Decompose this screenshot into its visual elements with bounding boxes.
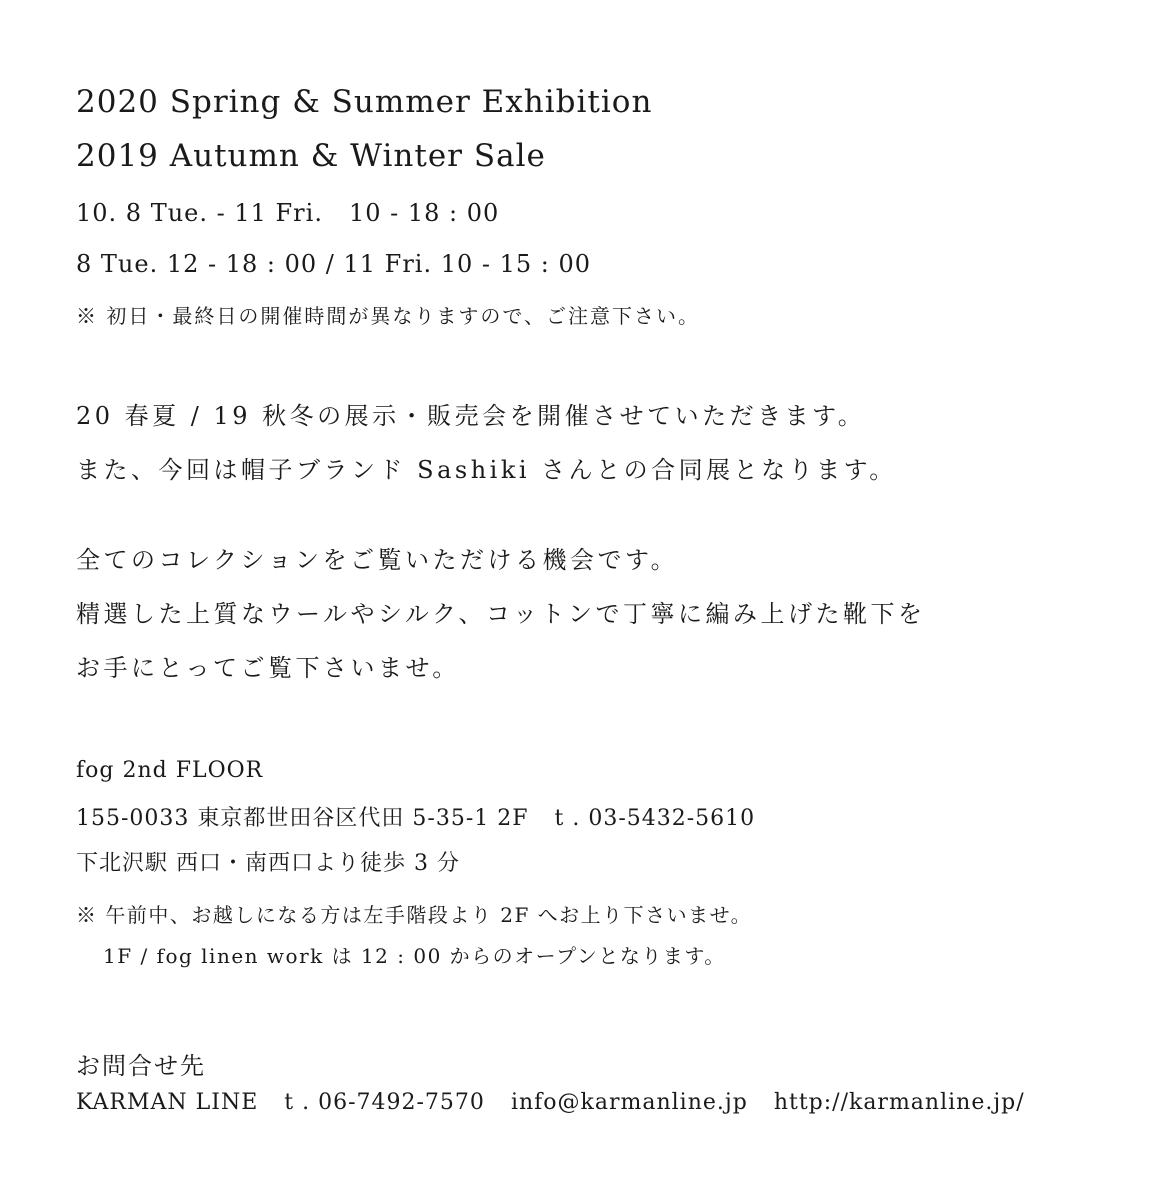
venue-access: 下北沢駅 西口・南西口より徒歩 3 分 [76,851,460,876]
venue-note-2: 1F / fog linen work は 12 : 00 からのオープンとなります。 [103,944,726,968]
schedule-special-hours: 8 Tue. 12 - 18 : 00 / 11 Fri. 10 - 15 : 00 [76,250,592,278]
venue-tel: t . 03-5432-5610 [554,806,756,831]
contact-email[interactable]: info@karmanline.jp [510,1090,748,1115]
description-line-2: 精選した上質なウールやシルク、コットンで丁寧に編み上げた靴下を [76,600,926,628]
venue-address: 155-0033 東京都世田谷区代田 5-35-1 2F [76,806,529,831]
contact-company: KARMAN LINE [76,1090,259,1115]
sale-title: 2019 Autumn & Winter Sale [76,138,546,174]
schedule-note: ※ 初日・最終日の開催時間が異なりますので、ご注意下さい。 [76,304,700,328]
intro-line-1: 20 春夏 / 19 秋冬の展示・販売会を開催させていただきます。 [76,402,866,430]
description-line-1: 全てのコレクションをご覧いただける機会です。 [76,546,679,574]
venue-address-line [76,801,755,832]
schedule-dates-line [76,199,499,227]
contact-tel: t . 06-7492-7570 [284,1090,485,1115]
exhibition-title: 2020 Spring & Summer Exhibition [76,84,653,120]
venue-note-1: ※ 午前中、お越しになる方は左手階段より 2F へお上り下さいませ。 [76,903,753,927]
venue-name: fog 2nd FLOOR [76,758,264,783]
description-line-3: お手にとってご覧下さいませ。 [76,654,460,682]
contact-heading: お問合せ先 [76,1052,206,1080]
schedule-dates: 10. 8 Tue. - 11 Fri. [76,199,323,227]
contact-url[interactable]: http://karmanline.jp/ [773,1090,1025,1115]
intro-line-2: また、今回は帽子ブランド Sashiki さんとの合同展となります。 [76,456,897,484]
contact-line [76,1090,1025,1115]
schedule-hours: 10 - 18 : 00 [348,199,500,227]
